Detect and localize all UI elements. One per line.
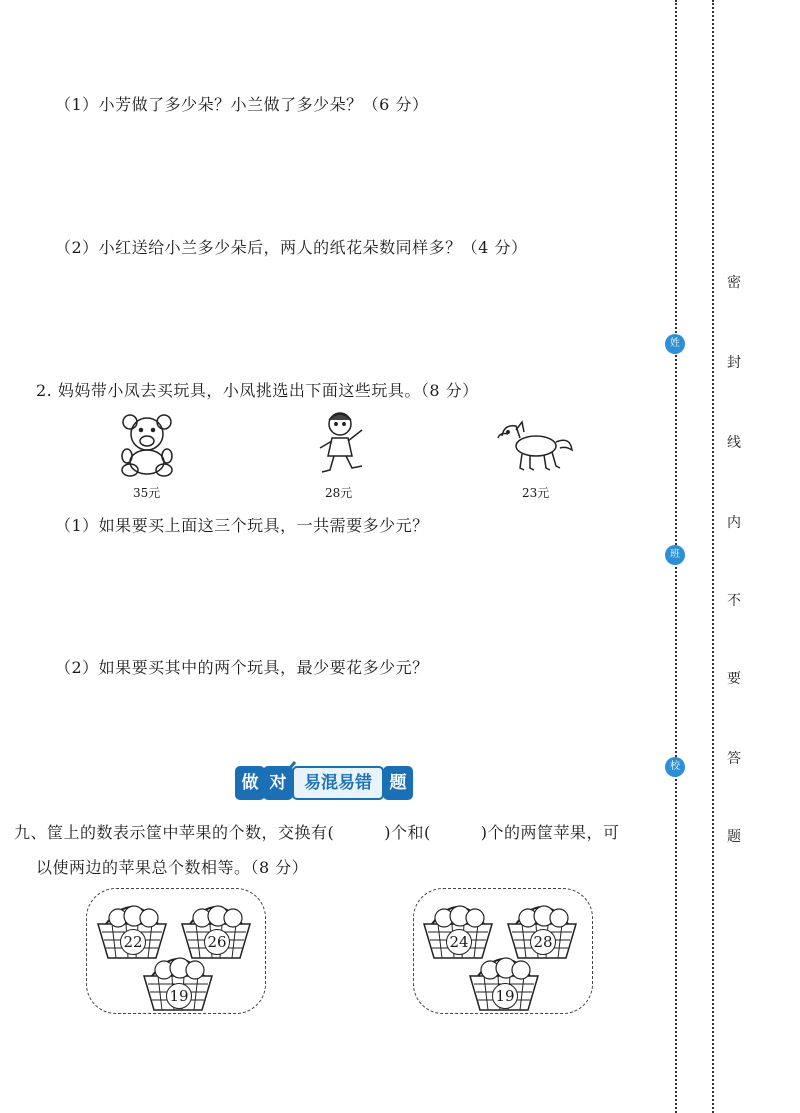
price-horse: 23元	[522, 486, 550, 500]
q9-line1-a: 九、筐上的数表示筐中苹果的个数，交换有(	[14, 823, 335, 842]
q9-line2: 以使两边的苹果总个数相等。（8 分）	[36, 858, 309, 877]
section-banner	[235, 766, 415, 800]
binding-char: 答	[727, 751, 741, 767]
binding-char: 内	[727, 515, 741, 531]
binding-circle-mark: 班	[665, 545, 685, 565]
banner-char-ti: 题	[383, 766, 413, 800]
basket-number: 26	[204, 929, 230, 955]
price-bear: 35元	[133, 486, 161, 500]
q9-line1	[14, 820, 620, 843]
horse-image	[494, 418, 576, 474]
basket-number: 24	[446, 929, 472, 955]
binding-char: 封	[727, 355, 741, 371]
binding-circle-mark: 校	[665, 757, 685, 777]
q9-line1-b: )个和(	[384, 823, 431, 842]
q2-part1: （1）如果要买上面这三个玩具，一共需要多少元？	[55, 516, 429, 535]
banner-char-zuo: 做	[235, 766, 265, 800]
binding-char: 密	[727, 275, 741, 291]
teddy-bear-image	[118, 412, 176, 478]
binding-char: 不	[727, 593, 741, 609]
binding-circle-mark: 姓	[665, 334, 685, 354]
binding-char: 题	[727, 829, 741, 845]
banner-char-dui: 对	[263, 766, 293, 800]
basket-number: 19	[166, 983, 192, 1009]
q9-line1-c: )个的两筐苹果，可	[480, 823, 620, 842]
price-doll: 28元	[325, 486, 353, 500]
basket-number: 22	[120, 929, 146, 955]
q1-part1: （1）小芳做了多少朵？小兰做了多少朵？（6 分）	[55, 95, 429, 114]
basket-number: 19	[492, 983, 518, 1009]
q2-part2: （2）如果要买其中的两个玩具，最少要花多少元？	[55, 658, 429, 677]
q2-stem: 2. 妈妈带小凤去买玩具，小凤挑选出下面这些玩具。（8 分）	[36, 381, 479, 400]
binding-char: 线	[727, 435, 741, 451]
binding-char: 要	[727, 671, 741, 687]
doll-image	[312, 408, 372, 478]
banner-text: 易混易错	[292, 766, 384, 800]
q1-part2: （2）小红送给小兰多少朵后，两人的纸花朵数同样多？（4 分）	[55, 238, 528, 257]
binding-dotted-line-right	[712, 0, 714, 1113]
basket-number: 28	[530, 929, 556, 955]
